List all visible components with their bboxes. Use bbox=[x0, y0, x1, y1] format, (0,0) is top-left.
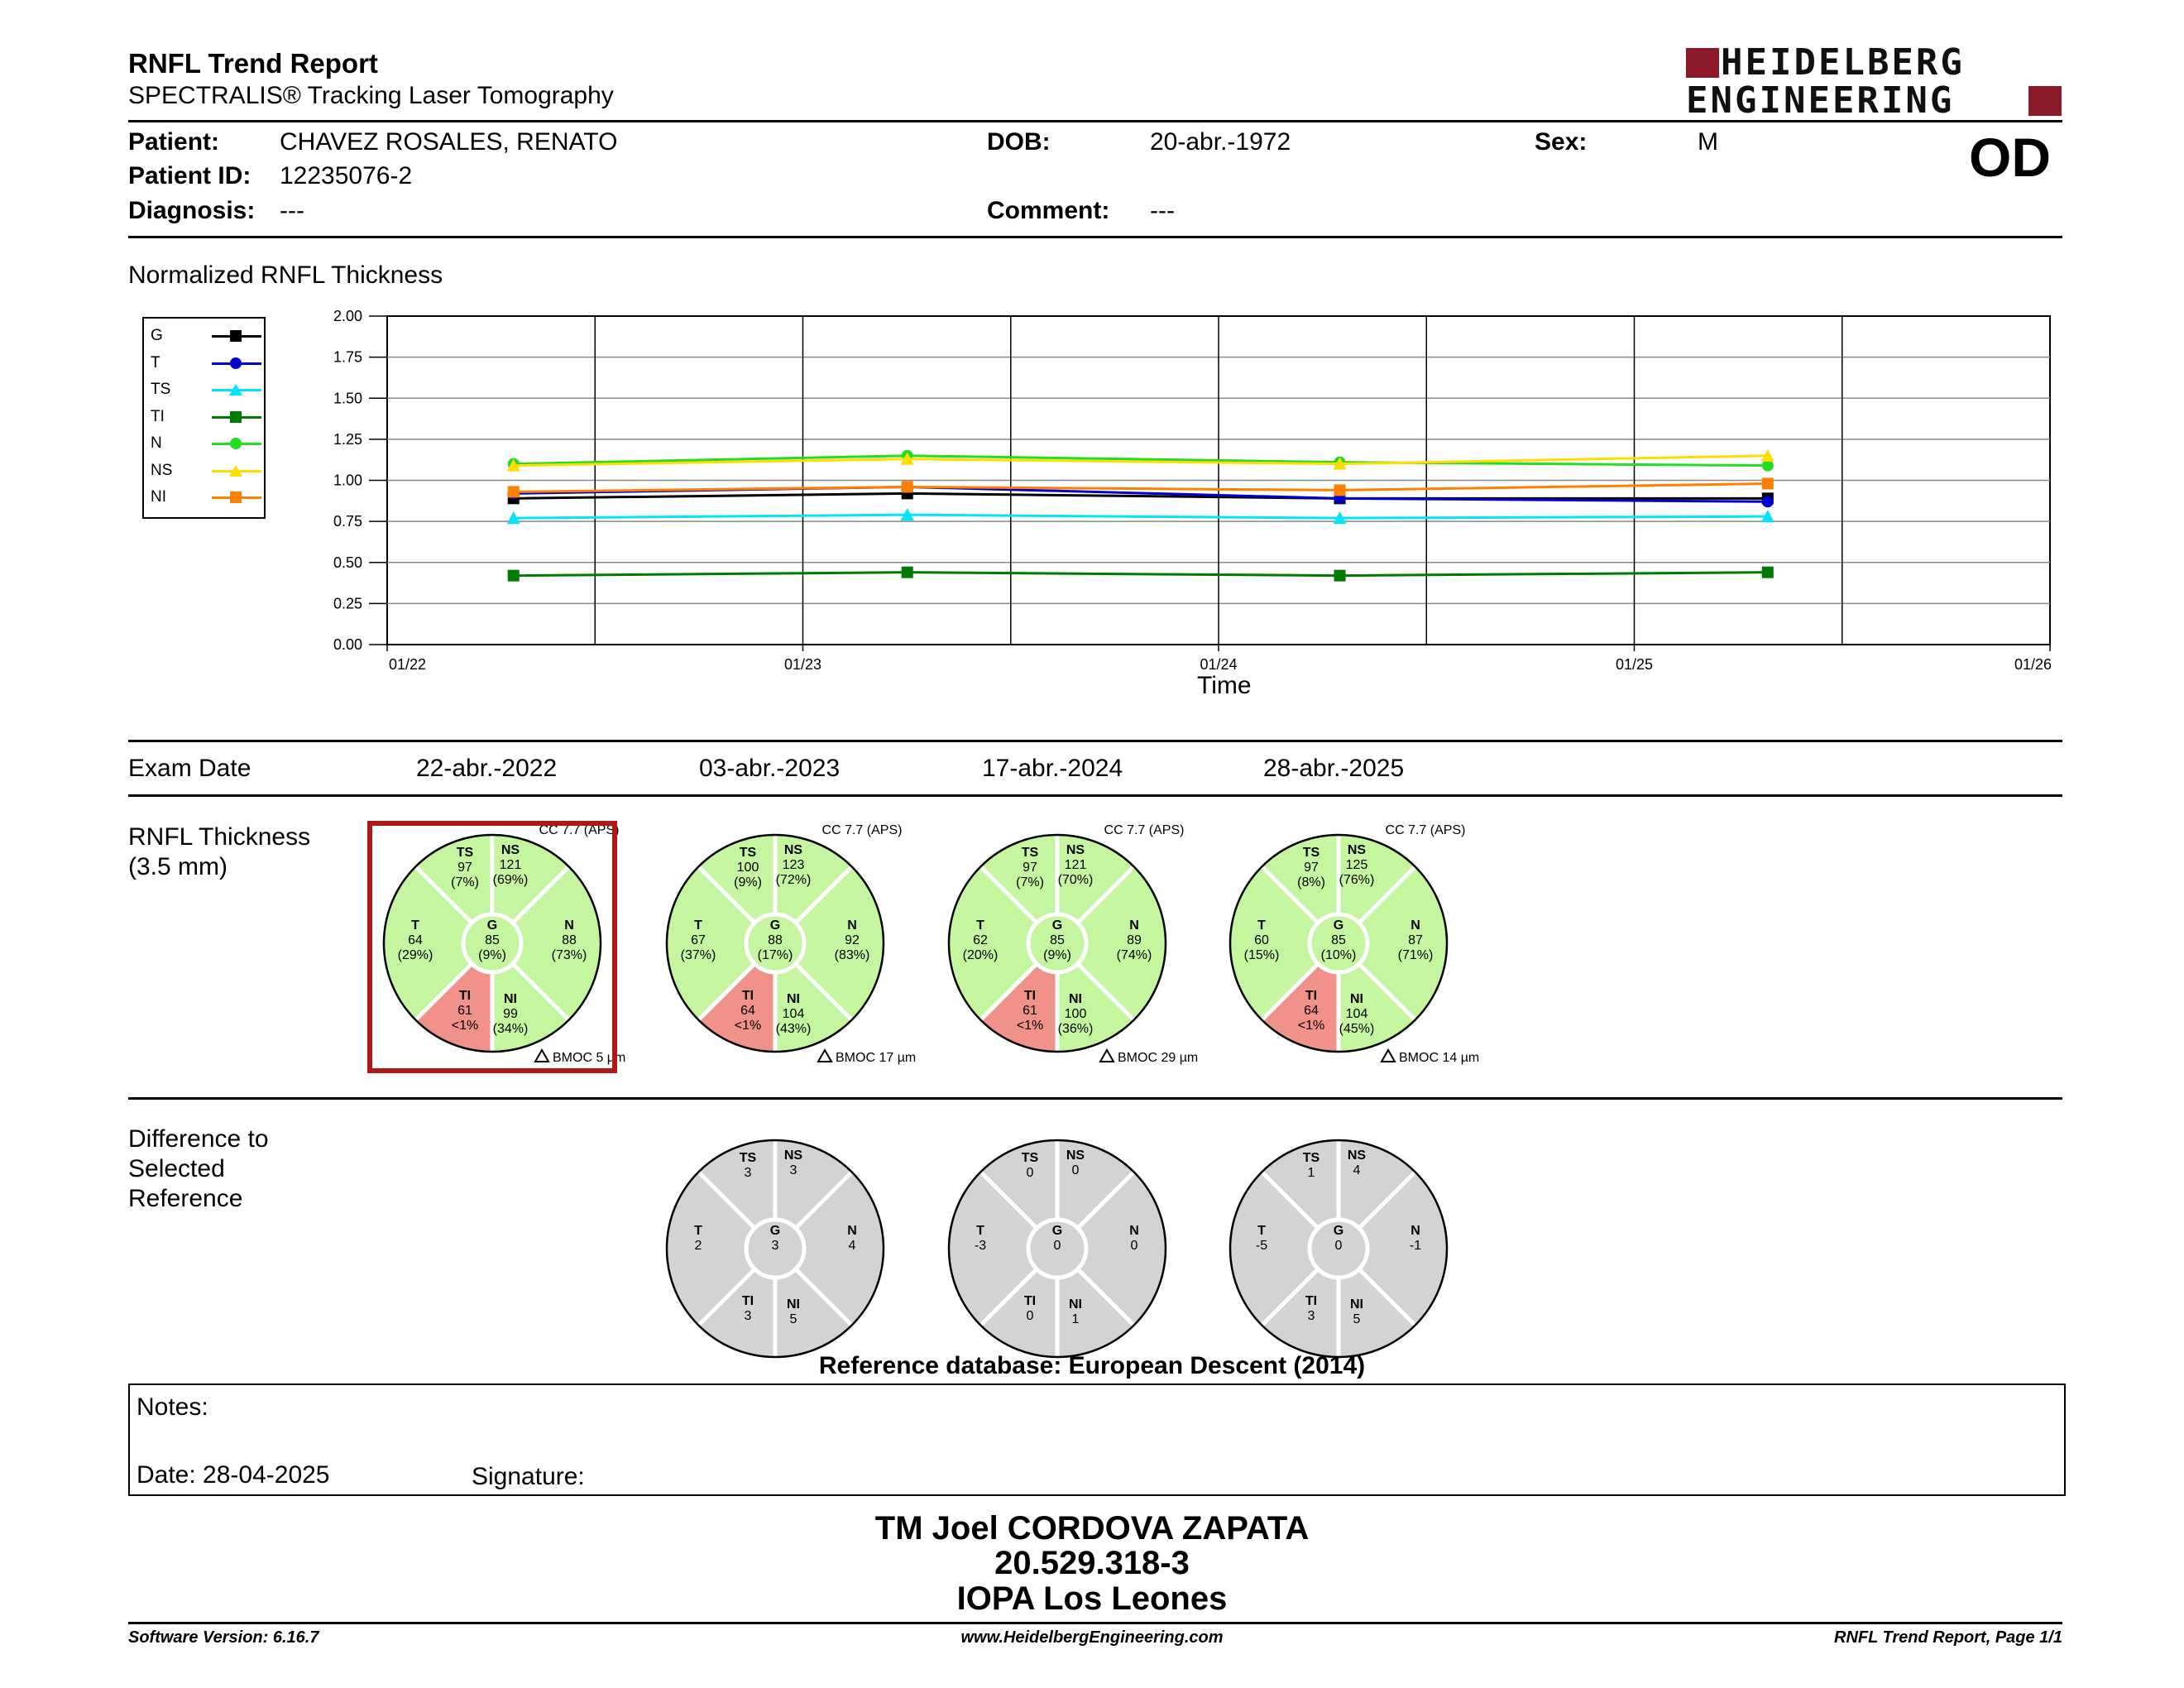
sector-percent-ni: (36%) bbox=[1057, 1022, 1094, 1036]
sector-percent-ts: (7%) bbox=[1016, 875, 1044, 890]
sector-percent-g: (10%) bbox=[1320, 948, 1357, 962]
eye-label: OD bbox=[1969, 127, 2051, 188]
sector-value-ni: 100 bbox=[1064, 1007, 1087, 1021]
sector-percent-ns: (76%) bbox=[1339, 873, 1375, 887]
software-version: Software Version: 6.16.7 bbox=[128, 1628, 319, 1647]
sector-label-t: T bbox=[976, 1224, 984, 1238]
sector-label-n: N bbox=[1129, 1224, 1139, 1238]
sector-value-ni: 104 bbox=[1345, 1007, 1368, 1021]
thickness-label: RNFL Thickness bbox=[128, 823, 311, 851]
bmoc-label-4: BMOC 14 µm bbox=[1399, 1051, 1480, 1065]
sector-label-ts: TS bbox=[1302, 846, 1320, 860]
sector-value-ti: 64 bbox=[1304, 1004, 1319, 1018]
sector-percent-ns: (70%) bbox=[1057, 873, 1094, 887]
sector-value-g: 85 bbox=[485, 933, 500, 947]
sector-value-ts: 97 bbox=[1023, 861, 1037, 875]
sector-percent-n: (71%) bbox=[1397, 948, 1434, 962]
sector-label-t: T bbox=[1257, 918, 1266, 933]
page-number: RNFL Trend Report, Page 1/1 bbox=[1834, 1628, 2062, 1647]
difference-label-3: Reference bbox=[128, 1185, 243, 1212]
sector-label-g: G bbox=[1333, 918, 1344, 933]
sector-value-g: 85 bbox=[1331, 933, 1346, 947]
thickness-circle-2 bbox=[667, 835, 884, 1052]
logo-text-bottom: ENGINEERING bbox=[1686, 79, 1955, 122]
signer-id: 20.529.318-3 bbox=[994, 1545, 1190, 1581]
x-tick-label: 01/24 bbox=[1200, 656, 1238, 673]
legend-label: NI bbox=[151, 488, 166, 506]
y-tick-label: 0.50 bbox=[333, 554, 362, 571]
sector-label-n: N bbox=[1410, 918, 1420, 933]
sector-label-g: G bbox=[1051, 918, 1063, 933]
sector-value-t: 64 bbox=[408, 933, 423, 947]
logo-text-top: HEIDELBERG bbox=[1721, 41, 1965, 84]
sector-value-t: 67 bbox=[691, 933, 706, 947]
sector-label-ni: NI bbox=[1350, 1297, 1363, 1312]
sector-label-ti: TI bbox=[458, 989, 472, 1003]
exam-date-label: Exam Date bbox=[128, 755, 251, 782]
sector-value-n: 87 bbox=[1408, 933, 1423, 947]
sector-label-ti: TI bbox=[1023, 1294, 1037, 1308]
patient-label: Patient: bbox=[128, 128, 220, 156]
sector-percent-ti: <1% bbox=[734, 1019, 762, 1033]
sector-value-n: 89 bbox=[1127, 933, 1142, 947]
sector-label-g: G bbox=[769, 918, 781, 933]
sector-value-g: 88 bbox=[768, 933, 783, 947]
sector-label-ti: TI bbox=[1305, 1294, 1318, 1308]
sector-label-g: G bbox=[486, 918, 498, 933]
notes-date: Date: 28-04-2025 bbox=[136, 1461, 330, 1489]
sector-value-ts: 97 bbox=[457, 861, 472, 875]
sector-label-ns: NS bbox=[500, 843, 520, 857]
sector-diff-ns: 3 bbox=[789, 1163, 797, 1177]
signer-name: TM Joel CORDOVA ZAPATA bbox=[874, 1510, 1310, 1547]
sector-percent-t: (29%) bbox=[397, 948, 433, 962]
y-tick-label: 0.25 bbox=[333, 595, 362, 612]
thickness-circle-1 bbox=[384, 835, 601, 1052]
reference-database: Reference database: European Descent (2014) bbox=[818, 1352, 1366, 1379]
difference-circle-3 bbox=[1230, 1140, 1447, 1357]
sector-label-ti: TI bbox=[1305, 989, 1318, 1003]
cc-label-4: CC 7.7 (APS) bbox=[1385, 823, 1466, 837]
sector-value-ti: 64 bbox=[740, 1004, 755, 1018]
thickness-circle-4 bbox=[1230, 835, 1447, 1052]
x-tick-label: 01/22 bbox=[389, 656, 427, 673]
sector-value-ns: 121 bbox=[1064, 858, 1087, 872]
sector-value-ni: 104 bbox=[782, 1007, 805, 1021]
sector-label-n: N bbox=[1129, 918, 1139, 933]
thickness-circle-3 bbox=[949, 835, 1166, 1052]
report-title: RNFL Trend Report bbox=[128, 48, 378, 79]
diagnosis-label: Diagnosis: bbox=[128, 197, 256, 224]
sector-diff-t: 2 bbox=[694, 1239, 702, 1253]
patient-id-label: Patient ID: bbox=[128, 162, 251, 189]
thickness-sublabel: (3.5 mm) bbox=[128, 853, 228, 880]
sector-value-ts: 97 bbox=[1304, 861, 1319, 875]
sector-value-ns: 125 bbox=[1345, 858, 1368, 872]
bmoc-delta-icon bbox=[535, 1050, 548, 1062]
legend-label: G bbox=[151, 327, 163, 344]
sector-percent-ts: (9%) bbox=[734, 875, 762, 890]
sector-label-ts: TS bbox=[739, 846, 757, 860]
sector-label-ts: TS bbox=[739, 1151, 757, 1165]
sector-label-ns: NS bbox=[1066, 843, 1085, 857]
sector-diff-ti: 3 bbox=[1307, 1309, 1315, 1323]
sector-value-ti: 61 bbox=[457, 1004, 472, 1018]
sector-value-t: 60 bbox=[1254, 933, 1269, 947]
sector-percent-ni: (34%) bbox=[492, 1022, 529, 1036]
legend-label: N bbox=[151, 434, 162, 452]
y-tick-label: 1.75 bbox=[333, 348, 362, 366]
comment-label: Comment: bbox=[987, 197, 1110, 224]
sector-diff-ns: 4 bbox=[1353, 1163, 1361, 1177]
sector-label-t: T bbox=[976, 918, 984, 933]
sector-value-t: 62 bbox=[973, 933, 988, 947]
sector-percent-t: (37%) bbox=[680, 948, 716, 962]
exam-date-2: 03-abr.-2023 bbox=[699, 755, 841, 782]
report-subtitle: SPECTRALIS® Tracking Laser Tomography bbox=[128, 82, 614, 109]
sector-label-n: N bbox=[847, 1224, 857, 1238]
cc-label-2: CC 7.7 (APS) bbox=[821, 823, 903, 837]
sector-label-ts: TS bbox=[456, 846, 474, 860]
sector-diff-ni: 5 bbox=[1353, 1312, 1361, 1326]
bmoc-delta-icon bbox=[1100, 1050, 1114, 1062]
patient-id: 12235076-2 bbox=[280, 162, 413, 189]
sector-label-ts: TS bbox=[1302, 1151, 1320, 1165]
legend-label: TI bbox=[151, 407, 165, 425]
sector-value-ns: 121 bbox=[499, 858, 522, 872]
footer-divider bbox=[128, 1622, 2062, 1624]
sector-percent-ti: <1% bbox=[1016, 1019, 1044, 1033]
x-axis-label: Time bbox=[1197, 672, 1252, 699]
sector-value-ts: 100 bbox=[736, 861, 759, 875]
sector-label-ts: TS bbox=[1021, 1151, 1039, 1165]
sector-diff-ti: 3 bbox=[744, 1309, 752, 1323]
exam-date-3: 17-abr.-2024 bbox=[982, 755, 1123, 782]
sector-percent-n: (73%) bbox=[551, 948, 587, 962]
website: www.HeidelbergEngineering.com bbox=[960, 1628, 1224, 1647]
sector-percent-ts: (7%) bbox=[451, 875, 479, 890]
sector-diff-ni: 5 bbox=[789, 1312, 797, 1326]
dob-value: 20-abr.-1972 bbox=[1150, 128, 1291, 156]
thickness-divider bbox=[128, 1097, 2062, 1100]
sector-diff-n: -1 bbox=[1409, 1239, 1422, 1253]
notes-label: Notes: bbox=[136, 1393, 208, 1421]
bmoc-delta-icon bbox=[818, 1050, 831, 1062]
sector-percent-ts: (8%) bbox=[1297, 875, 1325, 890]
y-tick-label: 0.75 bbox=[333, 513, 362, 530]
sector-label-g: G bbox=[1051, 1224, 1063, 1238]
sector-value-n: 88 bbox=[562, 933, 577, 947]
exam-date-1: 22-abr.-2022 bbox=[416, 755, 558, 782]
sector-label-t: T bbox=[1257, 1224, 1266, 1238]
sector-percent-ni: (45%) bbox=[1339, 1022, 1375, 1036]
sector-label-ni: NI bbox=[787, 992, 800, 1006]
sector-label-g: G bbox=[1333, 1224, 1344, 1238]
cc-label-3: CC 7.7 (APS) bbox=[1104, 823, 1185, 837]
sector-value-n: 92 bbox=[845, 933, 860, 947]
x-tick-label: 01/23 bbox=[783, 656, 822, 673]
sector-label-ti: TI bbox=[1023, 989, 1037, 1003]
comment-value: --- bbox=[1150, 197, 1175, 224]
notes-signature: Signature: bbox=[472, 1463, 585, 1490]
sector-percent-ti: <1% bbox=[451, 1019, 479, 1033]
sector-diff-g: 0 bbox=[1334, 1239, 1343, 1253]
sector-diff-ti: 0 bbox=[1026, 1309, 1034, 1323]
sector-diff-ts: 0 bbox=[1026, 1166, 1034, 1180]
y-tick-label: 1.25 bbox=[333, 430, 362, 448]
sector-diff-ns: 0 bbox=[1071, 1163, 1080, 1177]
sector-diff-ts: 1 bbox=[1307, 1166, 1315, 1180]
sector-diff-ts: 3 bbox=[744, 1166, 752, 1180]
sector-percent-t: (15%) bbox=[1243, 948, 1280, 962]
difference-label-2: Selected bbox=[128, 1155, 225, 1182]
legend-label: TS bbox=[151, 381, 171, 398]
patient-name: CHAVEZ ROSALES, RENATO bbox=[280, 128, 618, 156]
sector-percent-ns: (69%) bbox=[492, 873, 529, 887]
sector-label-ti: TI bbox=[741, 1294, 754, 1308]
bmoc-label-3: BMOC 29 µm bbox=[1118, 1051, 1199, 1065]
sector-value-ti: 61 bbox=[1023, 1004, 1037, 1018]
sector-label-ns: NS bbox=[783, 1149, 803, 1163]
difference-label-1: Difference to bbox=[128, 1125, 269, 1153]
sex-value: M bbox=[1698, 128, 1718, 156]
difference-circle-2 bbox=[949, 1140, 1166, 1357]
cc-label-1: CC 7.7 (APS) bbox=[539, 823, 620, 837]
sector-percent-g: (9%) bbox=[478, 948, 506, 962]
trend-section-title: Normalized RNFL Thickness bbox=[128, 261, 443, 289]
sector-percent-g: (17%) bbox=[757, 948, 793, 962]
sector-label-ns: NS bbox=[1347, 843, 1367, 857]
sector-label-ni: NI bbox=[1069, 1297, 1082, 1312]
sector-percent-n: (83%) bbox=[834, 948, 870, 962]
bmoc-label-1: BMOC 5 µm bbox=[553, 1051, 626, 1065]
sector-label-ni: NI bbox=[1350, 992, 1363, 1006]
sector-diff-t: -3 bbox=[974, 1239, 987, 1253]
sector-label-t: T bbox=[411, 918, 419, 933]
y-tick-label: 2.00 bbox=[333, 308, 362, 324]
y-tick-label: 1.00 bbox=[333, 472, 362, 489]
sector-diff-ni: 1 bbox=[1071, 1312, 1080, 1326]
sector-label-ns: NS bbox=[783, 843, 803, 857]
signer-institution: IOPA Los Leones bbox=[956, 1580, 1228, 1617]
legend-label: T bbox=[151, 353, 160, 372]
difference-circle-1 bbox=[667, 1140, 884, 1357]
sector-label-n: N bbox=[1410, 1224, 1420, 1238]
x-tick-label: 01/25 bbox=[1615, 656, 1654, 673]
sector-label-n: N bbox=[847, 918, 857, 933]
dob-label: DOB: bbox=[987, 128, 1051, 156]
sector-percent-g: (9%) bbox=[1043, 948, 1071, 962]
diagnosis-value: --- bbox=[280, 197, 304, 224]
sector-diff-n: 0 bbox=[1130, 1239, 1138, 1253]
sector-label-ti: TI bbox=[741, 989, 754, 1003]
sector-diff-g: 3 bbox=[771, 1239, 779, 1253]
sector-percent-n: (74%) bbox=[1116, 948, 1152, 962]
sector-label-t: T bbox=[694, 918, 702, 933]
sector-percent-ti: <1% bbox=[1297, 1019, 1325, 1033]
bmoc-label-2: BMOC 17 µm bbox=[836, 1051, 917, 1065]
sector-label-g: G bbox=[769, 1224, 781, 1238]
sector-label-n: N bbox=[564, 918, 574, 933]
sector-label-ns: NS bbox=[1347, 1149, 1367, 1163]
exam-date-4: 28-abr.-2025 bbox=[1263, 755, 1405, 782]
sector-value-g: 85 bbox=[1050, 933, 1065, 947]
sector-value-ni: 99 bbox=[503, 1007, 518, 1021]
sector-label-ns: NS bbox=[1066, 1149, 1085, 1163]
sector-label-ni: NI bbox=[787, 1297, 800, 1312]
sector-percent-ns: (72%) bbox=[775, 873, 812, 887]
sector-label-ts: TS bbox=[1021, 846, 1039, 860]
sex-label: Sex: bbox=[1535, 128, 1588, 156]
sector-value-ns: 123 bbox=[782, 858, 805, 872]
sector-label-ni: NI bbox=[504, 992, 517, 1006]
x-tick-label: 01/26 bbox=[2014, 656, 2052, 673]
sector-label-t: T bbox=[694, 1224, 702, 1238]
notes-box bbox=[128, 1383, 2066, 1496]
sector-percent-t: (20%) bbox=[962, 948, 999, 962]
y-tick-label: 0.00 bbox=[333, 636, 362, 653]
sector-diff-n: 4 bbox=[848, 1239, 856, 1253]
sector-diff-g: 0 bbox=[1053, 1239, 1061, 1253]
sector-label-ni: NI bbox=[1069, 992, 1082, 1006]
sector-percent-ni: (43%) bbox=[775, 1022, 812, 1036]
sector-diff-t: -5 bbox=[1255, 1239, 1268, 1253]
y-tick-label: 1.50 bbox=[333, 390, 362, 407]
bmoc-delta-icon bbox=[1382, 1050, 1395, 1062]
legend-label: NS bbox=[151, 461, 173, 479]
